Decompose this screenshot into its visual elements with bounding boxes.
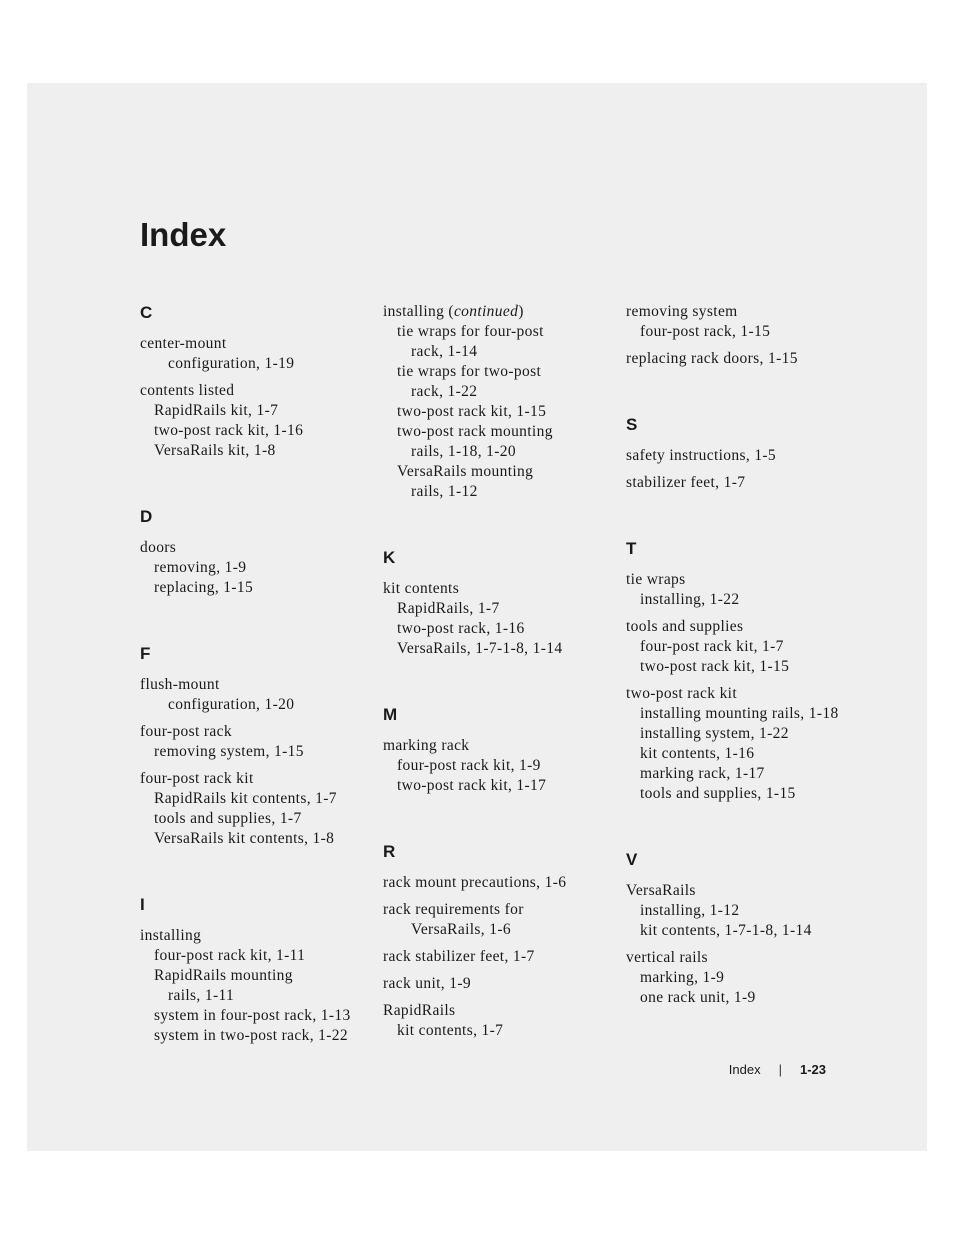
index-subterm <box>626 988 851 1008</box>
index-subterm <box>626 657 851 677</box>
term-text: tools and supplies, 1-7 <box>154 810 302 827</box>
term-text: rack requirements for <box>383 901 524 918</box>
index-subterm <box>383 442 608 462</box>
index-entry <box>383 947 608 967</box>
term-text: VersaRails, 1-7-1-8, 1-14 <box>397 640 563 657</box>
index-subterm <box>383 1021 608 1041</box>
index-entry <box>140 381 365 461</box>
index-section <box>140 894 365 1046</box>
term-text: RapidRails, 1-7 <box>397 600 500 617</box>
term-text: RapidRails kit contents, 1-7 <box>154 790 337 807</box>
term-text: vertical rails <box>626 949 708 966</box>
index-subterm <box>383 402 608 422</box>
index-subterm <box>140 441 365 461</box>
term-text: installing system, 1-22 <box>640 725 789 742</box>
index-section <box>383 704 608 796</box>
term-text: four-post rack <box>140 723 232 740</box>
index-entry <box>626 302 851 342</box>
index-term <box>140 538 365 558</box>
index-subterm <box>140 578 365 598</box>
term-text: RapidRails kit, 1-7 <box>154 402 279 419</box>
term-text: VersaRails <box>626 882 696 899</box>
index-entry <box>383 579 608 659</box>
index-entry <box>626 473 851 493</box>
index-section <box>383 547 608 659</box>
index-term <box>626 684 851 704</box>
term-text: two-post rack kit, 1-17 <box>397 777 547 794</box>
index-section <box>626 849 851 1008</box>
index-entry <box>626 948 851 1008</box>
index-entry <box>140 334 365 374</box>
term-text: kit contents, 1-7-1-8, 1-14 <box>640 922 812 939</box>
index-section <box>626 302 851 369</box>
term-text: system in four-post rack, 1-13 <box>154 1007 351 1024</box>
index-entry <box>140 769 365 849</box>
index-subterm <box>140 742 365 762</box>
index-term <box>626 948 851 968</box>
term-text: VersaRails, 1-6 <box>411 921 511 938</box>
section-letter: I <box>140 895 145 914</box>
index-subterm <box>383 776 608 796</box>
index-entry <box>383 302 608 502</box>
term-text: tie wraps for two-post <box>397 363 542 380</box>
index-term <box>383 302 608 322</box>
index-subterm <box>383 482 608 502</box>
index-entry <box>140 722 365 762</box>
index-entry <box>626 570 851 610</box>
index-subterm <box>383 342 608 362</box>
term-text: center-mount <box>140 335 227 352</box>
term-text: RapidRails <box>383 1002 456 1019</box>
page-title: Index <box>140 216 227 253</box>
index-subterm <box>626 968 851 988</box>
index-column-1 <box>140 302 365 1053</box>
section-letter: S <box>626 415 638 434</box>
term-text: installing, 1-22 <box>640 591 740 608</box>
index-term <box>383 947 608 967</box>
term-text: rails, 1-18, 1-20 <box>411 443 516 460</box>
term-text: system in two-post rack, 1-22 <box>154 1027 348 1044</box>
index-subterm <box>140 354 365 374</box>
index-subterm <box>383 756 608 776</box>
term-text: four-post rack kit, 1-9 <box>397 757 541 774</box>
index-column-3 <box>626 302 851 1015</box>
term-text: two-post rack kit, 1-15 <box>640 658 790 675</box>
index-section <box>383 841 608 1041</box>
index-subterm <box>140 1006 365 1026</box>
index-entry <box>626 684 851 804</box>
index-term <box>140 381 365 401</box>
section-letter: M <box>383 705 398 724</box>
index-subterm <box>383 422 608 442</box>
index-entry <box>626 617 851 677</box>
term-text: replacing rack doors, 1-15 <box>626 350 798 367</box>
section-letter: V <box>626 850 638 869</box>
index-entry <box>626 881 851 941</box>
index-subterm <box>140 986 365 1006</box>
term-text: installing ( <box>383 303 454 320</box>
term-text: rack unit, 1-9 <box>383 975 471 992</box>
index-subterm <box>140 695 365 715</box>
index-subterm <box>626 901 851 921</box>
index-entry <box>140 538 365 598</box>
term-text: marking rack, 1-17 <box>640 765 765 782</box>
index-entry <box>383 1001 608 1041</box>
term-text: two-post rack mounting <box>397 423 553 440</box>
index-entry <box>383 900 608 940</box>
index-term <box>626 570 851 590</box>
index-subterm <box>383 599 608 619</box>
footer-separator: | <box>778 1062 782 1077</box>
term-text: tools and supplies, 1-15 <box>640 785 796 802</box>
index-entry <box>140 675 365 715</box>
index-term <box>140 334 365 354</box>
term-text: marking rack <box>383 737 470 754</box>
index-subterm <box>626 921 851 941</box>
index-entry <box>626 349 851 369</box>
index-term <box>140 722 365 742</box>
term-text: tie wraps for four-post <box>397 323 544 340</box>
index-subterm <box>383 619 608 639</box>
index-column-2 <box>383 302 608 1048</box>
index-entry <box>140 926 365 1046</box>
term-text: replacing, 1-15 <box>154 579 254 596</box>
term-text: removing, 1-9 <box>154 559 247 576</box>
term-text: installing <box>140 927 202 944</box>
index-subterm <box>140 966 365 986</box>
index-subterm <box>383 920 608 940</box>
term-text: four-post rack kit, 1-7 <box>640 638 784 655</box>
index-term <box>383 900 608 920</box>
index-term <box>140 926 365 946</box>
term-text: installing mounting rails, 1-18 <box>640 705 839 722</box>
index-subterm <box>140 421 365 441</box>
term-text: rack mount precautions, 1-6 <box>383 874 567 891</box>
index-subterm <box>140 946 365 966</box>
index-subterm <box>383 382 608 402</box>
index-term <box>626 446 851 466</box>
term-text: two-post rack kit, 1-16 <box>154 422 304 439</box>
term-text: configuration, 1-19 <box>168 355 295 372</box>
index-subterm <box>140 829 365 849</box>
term-text: rack, 1-14 <box>411 343 478 360</box>
term-text: rails, 1-11 <box>168 987 235 1004</box>
term-text: contents listed <box>140 382 235 399</box>
index-entry <box>383 873 608 893</box>
term-text: VersaRails kit, 1-8 <box>154 442 276 459</box>
index-subterm <box>626 704 851 724</box>
index-subterm <box>626 322 851 342</box>
term-text: removing system <box>626 303 738 320</box>
index-subterm <box>626 637 851 657</box>
section-letter: T <box>626 539 637 558</box>
index-subterm <box>140 558 365 578</box>
index-term <box>626 349 851 369</box>
term-text: stabilizer feet, 1-7 <box>626 474 746 491</box>
term-text: one rack unit, 1-9 <box>640 989 756 1006</box>
index-subterm <box>383 462 608 482</box>
index-section <box>626 414 851 493</box>
index-entry <box>383 974 608 994</box>
term-text: VersaRails mounting <box>397 463 534 480</box>
term-text: kit contents, 1-7 <box>397 1022 504 1039</box>
index-term <box>140 769 365 789</box>
term-text: four-post rack, 1-15 <box>640 323 771 340</box>
term-text: RapidRails mounting <box>154 967 293 984</box>
term-text: configuration, 1-20 <box>168 696 295 713</box>
term-text: rails, 1-12 <box>411 483 478 500</box>
index-subterm <box>626 744 851 764</box>
index-subterm <box>626 784 851 804</box>
term-text: kit contents <box>383 580 460 597</box>
term-text: two-post rack kit <box>626 685 737 702</box>
index-entry <box>383 736 608 796</box>
index-subterm <box>140 1026 365 1046</box>
term-text: flush-mount <box>140 676 220 693</box>
index-subterm <box>626 590 851 610</box>
index-term <box>626 881 851 901</box>
term-text: four-post rack kit, 1-11 <box>154 947 306 964</box>
index-subterm <box>383 322 608 342</box>
index-section <box>140 302 365 461</box>
index-term <box>626 473 851 493</box>
section-letter: R <box>383 842 396 861</box>
index-subterm <box>626 724 851 744</box>
section-letter: F <box>140 644 151 663</box>
term-text: removing system, 1-15 <box>154 743 304 760</box>
term-text: tools and supplies <box>626 618 744 635</box>
term-text: safety instructions, 1-5 <box>626 447 777 464</box>
term-text: rack, 1-22 <box>411 383 478 400</box>
index-section <box>383 302 608 502</box>
page-number: 1-23 <box>799 1062 826 1077</box>
term-text: four-post rack kit <box>140 770 254 787</box>
term-suffix: ) <box>518 303 524 320</box>
term-text: doors <box>140 539 177 556</box>
index-section <box>626 538 851 804</box>
section-letter: K <box>383 548 396 567</box>
index-subterm <box>383 362 608 382</box>
index-subterm <box>140 809 365 829</box>
index-section <box>140 506 365 598</box>
term-text: installing, 1-12 <box>640 902 740 919</box>
section-letter: C <box>140 303 153 322</box>
index-term <box>140 675 365 695</box>
term-text: two-post rack kit, 1-15 <box>397 403 547 420</box>
page-footer <box>729 1062 826 1078</box>
index-term <box>383 736 608 756</box>
index-term <box>383 1001 608 1021</box>
index-entry <box>626 446 851 466</box>
index-term <box>383 974 608 994</box>
term-text: kit contents, 1-16 <box>640 745 755 762</box>
index-subterm <box>140 401 365 421</box>
term-emphasis: continued <box>453 303 519 320</box>
footer-section-label: Index <box>728 1062 761 1077</box>
index-subterm <box>140 789 365 809</box>
index-term <box>383 873 608 893</box>
index-term <box>383 579 608 599</box>
index-term <box>626 617 851 637</box>
index-subterm <box>383 639 608 659</box>
term-text: VersaRails kit contents, 1-8 <box>154 830 335 847</box>
term-text: marking, 1-9 <box>640 969 725 986</box>
term-text: rack stabilizer feet, 1-7 <box>383 948 535 965</box>
term-text: two-post rack, 1-16 <box>397 620 525 637</box>
section-letter: D <box>140 507 153 526</box>
index-section <box>140 643 365 849</box>
index-subterm <box>626 764 851 784</box>
term-text: tie wraps <box>626 571 686 588</box>
index-term <box>626 302 851 322</box>
